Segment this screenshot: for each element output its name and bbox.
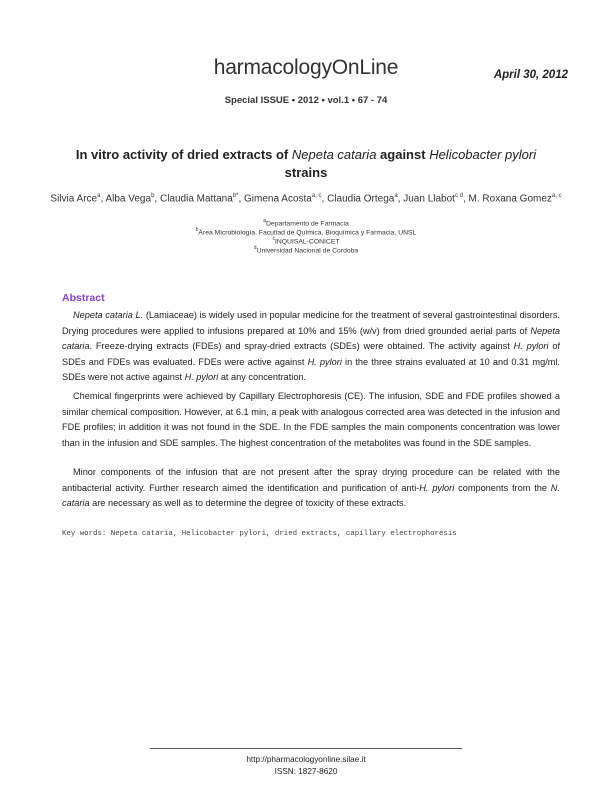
- text-run: components from the: [454, 482, 551, 493]
- journal-title: harmacologyOnLine: [213, 56, 399, 79]
- title-species: Nepeta cataria: [291, 147, 377, 162]
- text-run: . Freeze-drying extracts (FDEs) and spray-dried extracts (SDEs) were obtained. The activity against: [89, 341, 514, 351]
- affiliation-mark: b: [195, 227, 199, 233]
- species-name: N. cataria: [62, 482, 560, 508]
- affiliation: [0, 245, 612, 254]
- text-run: Minor components of the infusion that are not present after the spray drying procedure can be related with the antibacterial activity. Further research aimed the identification and purification of anti-: [62, 467, 560, 493]
- title-part: against: [376, 147, 430, 162]
- footer-url[interactable]: http://pharmacologyonline.silae.it: [246, 755, 366, 764]
- species-name: H. pylori: [513, 341, 549, 351]
- paper-title: [70, 146, 542, 182]
- author-affiliation-mark: a, c: [311, 193, 322, 199]
- affiliation-text: Universidad Nacional de Cordoba: [256, 247, 359, 255]
- species-name: H. pylori: [307, 356, 342, 367]
- text-run: of SDEs and FDEs was evaluated. FDEs were active against: [62, 341, 561, 367]
- abstract-paragraph-2: Chemical fingerprints were achieved by Capillary Electrophoresis (CE). The infusion, SDE and FDE profiles showed a similar chemical composition. However, at 6.1 min, a peak with analogous corrected area was detected in the infusion and FDE profiles; in addition it was not found in the SDE. In the FDE samples the main components concentration was lower than in the infusion and SDE samples. The highest concentration of the metabolites was found in the SDE samples.: [62, 391, 560, 448]
- author-affiliation-mark: a: [97, 193, 101, 199]
- author-name: Juan Llabot: [403, 193, 455, 205]
- affiliation: [0, 227, 612, 236]
- species-name: H. pylori: [184, 372, 219, 382]
- title-part: strains: [284, 165, 328, 180]
- author-name: Alba Vega: [105, 193, 152, 205]
- abstract-paragraph-3: [62, 465, 560, 512]
- title-part: In vitro activity of dried extracts of: [75, 147, 292, 162]
- abstract-heading: Abstract: [62, 292, 105, 304]
- footer-issn: ISSN: 1827-8620: [274, 767, 338, 776]
- text-run: are necessary as well as to determine the degree of toxicity of these extracts.: [89, 498, 407, 508]
- footer-divider: [150, 748, 462, 749]
- text-run: (Lamiaceae) is widely used in popular medicine for the treatment of several gastrointestinal disorders. Drying procedures were applied to infusions prepared at 10% and 15% (w/v) from dried grounded aerial parts of: [62, 310, 560, 336]
- publication-date: April 30, 2012: [493, 69, 568, 81]
- issue-line: Special ISSUE • 2012 • vol.1 • 67 - 74: [224, 95, 388, 106]
- affiliation-text: Departamento de Farmacia: [266, 220, 349, 228]
- affiliation-text: Área Microbiología. Facultad de Química, Bioquímica y Farmacia, UNSL: [198, 229, 417, 237]
- author-name: Gimena Acosta: [244, 193, 312, 205]
- affiliation-text: INQUISAL-CONICET: [274, 238, 340, 246]
- author-affiliation-mark: a, c: [551, 193, 562, 199]
- text-run: at any concentration.: [218, 372, 307, 382]
- author-name: Claudia Mattana: [159, 193, 233, 205]
- affiliation-mark: c: [272, 236, 275, 242]
- title-species: Helicobacter pylori: [429, 147, 537, 162]
- affiliation: [0, 236, 612, 245]
- author-affiliation-mark: c d: [454, 193, 463, 199]
- author-affiliation-mark: b: [151, 193, 155, 199]
- species-name: H. pylori: [419, 482, 455, 493]
- text-run: in the three strains evaluated at 10 and 0.31 mg/ml. SDEs were not active against: [62, 356, 560, 382]
- author-name: Claudia Ortega: [327, 193, 395, 205]
- author-affiliation-mark: b*: [232, 193, 239, 199]
- author-name: Silvia Arce: [50, 193, 98, 205]
- affiliation: [0, 218, 612, 227]
- author-name: M. Roxana Gomez: [468, 193, 552, 205]
- keywords: Key words: Nepeta cataria, Helicobacter pylori, dried extracts, capillary electrophoresis: [62, 530, 457, 538]
- author-affiliation-mark: a: [394, 193, 398, 199]
- species-name: Nepeta cataria: [62, 325, 560, 351]
- species-name: Nepeta cataria L.: [73, 310, 144, 320]
- affiliation-mark: d: [253, 245, 257, 251]
- affiliation-mark: a: [263, 218, 267, 224]
- abstract-paragraph-1: [62, 308, 560, 386]
- author-list: Silvia Arce$^a$, Alba Vega$^b$, Claudia Mattana$^{b*}$, Gimena Acosta$^{a, c}$, Claudia Ortega$^a$, Juan Llabot$^{c d}$, M. Roxana Gomez$^{a, c}$: [50, 193, 562, 205]
